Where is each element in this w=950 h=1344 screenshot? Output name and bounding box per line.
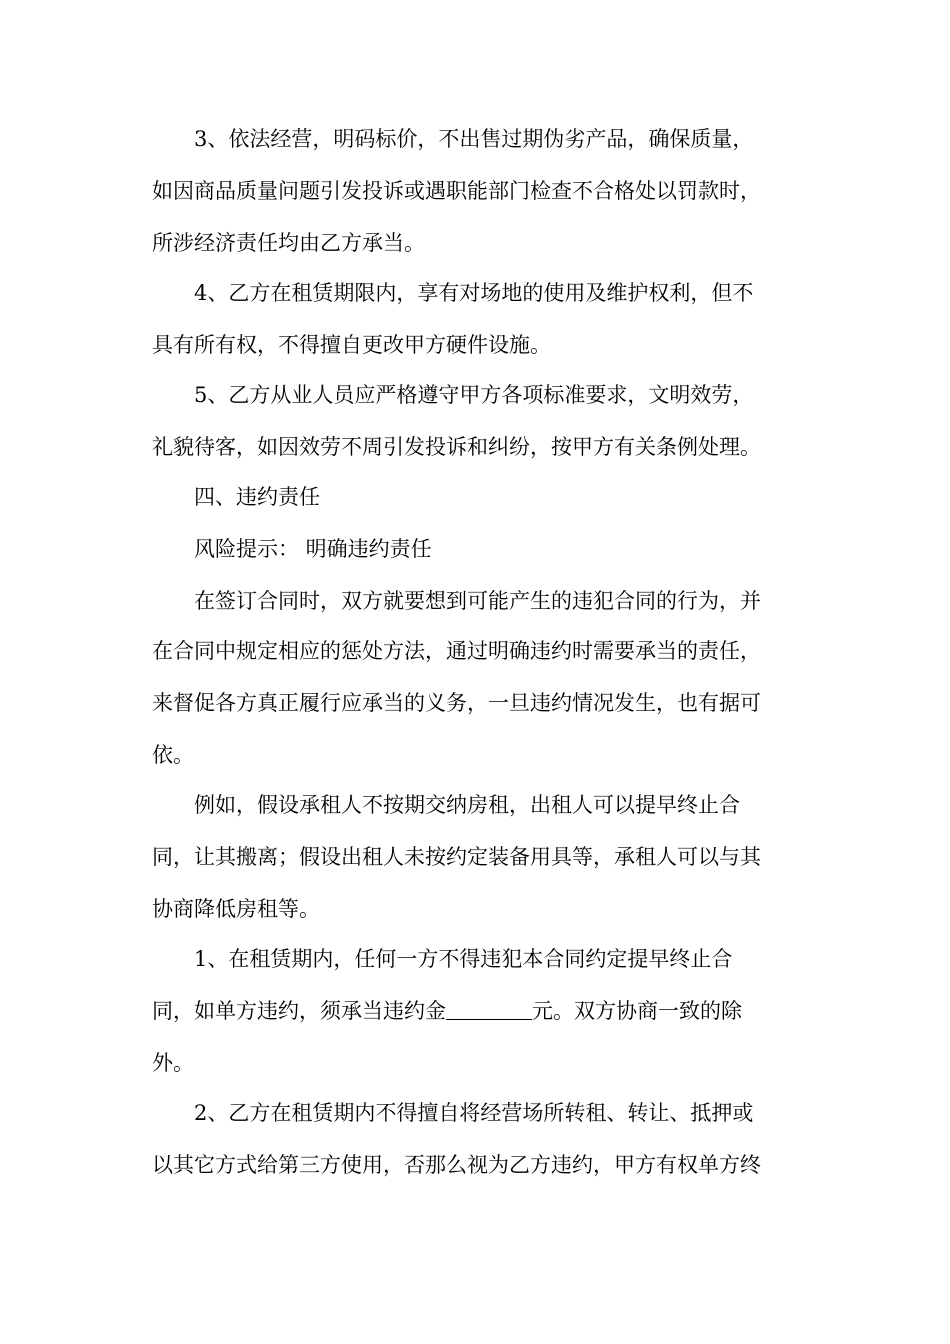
paragraph-line: 礼貌待客，如因效劳不周引发投诉和纠纷，按甲方有关条例处理。 xyxy=(152,435,761,459)
paragraph-line: 如因商品质量问题引发投诉或遇职能部门检查不合格处以罚款时， xyxy=(152,179,761,203)
line-text: 元。双方协商一致的除 xyxy=(532,999,742,1023)
penalty-amount-blank xyxy=(446,999,532,1020)
risk-tip: 风险提示： 明确违约责任 xyxy=(194,537,432,561)
paragraph-line: 外。 xyxy=(152,1051,194,1075)
section-heading: 四、违约责任 xyxy=(194,485,320,509)
paragraph-line: 1、在租赁期内，任何一方不得违犯本合同约定提早终止合 xyxy=(194,947,733,971)
line-text: 同，如单方违约，须承当违约金 xyxy=(152,999,446,1023)
paragraph-line: 在签订合同时，双方就要想到可能产生的违犯合同的行为，并 xyxy=(194,589,761,613)
paragraph-line: 协商降低房租等。 xyxy=(152,897,320,921)
paragraph-line: 具有所有权，不得擅自更改甲方硬件设施。 xyxy=(152,333,551,357)
paragraph-line: 4、乙方在租赁期限内，享有对场地的使用及维护权利，但不 xyxy=(194,281,754,305)
paragraph-line xyxy=(152,994,802,1028)
paragraph-line: 依。 xyxy=(152,743,194,767)
paragraph-line: 以其它方式给第三方使用，否那么视为乙方违约，甲方有权单方终 xyxy=(152,1153,761,1177)
paragraph-line: 例如，假设承租人不按期交纳房租，出租人可以提早终止合 xyxy=(194,793,740,817)
paragraph-line: 2、乙方在租赁期内不得擅自将经营场所转租、转让、抵押或 xyxy=(194,1101,754,1125)
paragraph-line: 所涉经济责任均由乙方承当。 xyxy=(152,231,425,255)
paragraph-line: 在合同中规定相应的惩处方法，通过明确违约时需要承当的责任， xyxy=(152,639,761,663)
paragraph-line: 来督促各方真正履行应承当的义务，一旦违约情况发生，也有据可 xyxy=(152,691,761,715)
paragraph-line: 3、依法经营，明码标价，不出售过期伪劣产品，确保质量， xyxy=(194,127,754,151)
paragraph-line: 5、乙方从业人员应严格遵守甲方各项标准要求，文明效劳， xyxy=(194,383,754,407)
paragraph-line: 同，让其搬离；假设出租人未按约定装备用具等，承租人可以与其 xyxy=(152,845,761,869)
